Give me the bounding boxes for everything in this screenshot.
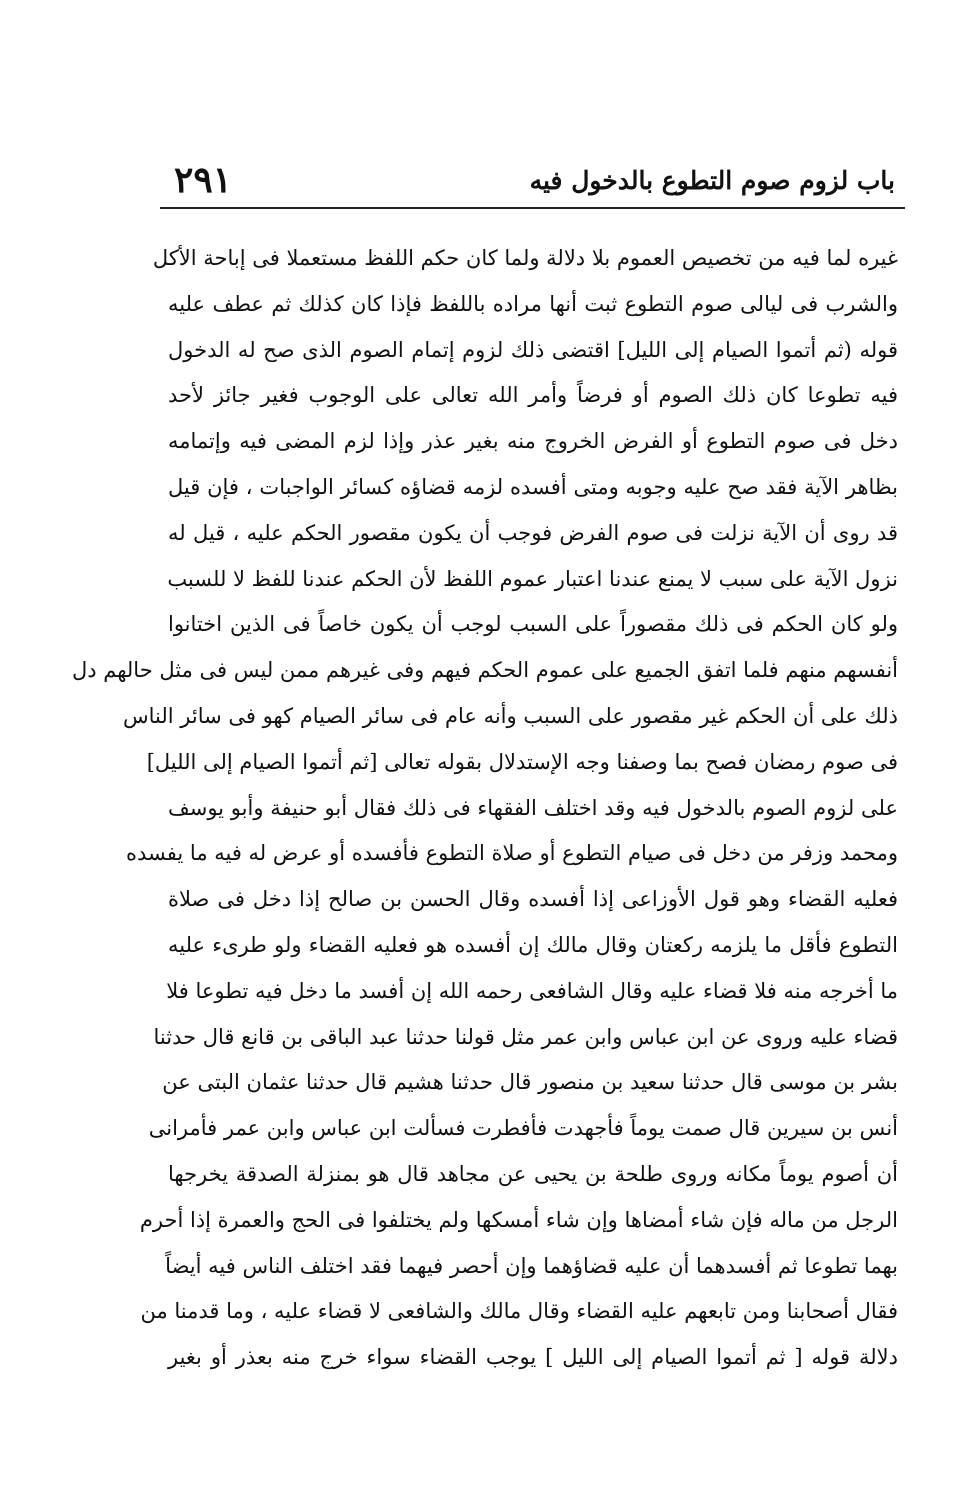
text-line: بهما تطوعا ثم أفسدهما أن عليه قضاؤهما وإن أحصر فيهما فقد اختلف الناس فيه أيضاً bbox=[165, 1253, 898, 1278]
text-line: أنفسهم منهم فلما اتفق الجميع على عموم الحكم فيهم وفى غيرهم ممن ليس فى مثل حالهم دل bbox=[71, 658, 898, 683]
text-line: بظاهر الآية فقد صح عليه وجوبه ومتى أفسده لزمه قضاؤه كسائر الواجبات ، فإن قيل bbox=[168, 474, 898, 499]
text-line: أن أصوم يوماً مكانه وروى طلحة بن يحيى عن مجاهد قال هو بمنزلة الصدقة يخرجها bbox=[168, 1161, 898, 1186]
page-header bbox=[160, 158, 905, 204]
text-line: على لزوم الصوم بالدخول فيه وقد اختلف الفقهاء فى ذلك فقال أبو حنيفة وأبو يوسف bbox=[168, 795, 898, 820]
page-number: ٢٩١ bbox=[174, 159, 233, 201]
text-line: قوله (ثم أتموا الصيام إلى الليل] اقتضى ذلك لزوم إتمام الصوم الذى صح له الدخول bbox=[168, 337, 898, 362]
text-line: والشرب فى ليالى صوم التطوع ثبت أنها مراده باللفظ فإذا كان كذلك ثم عطف عليه bbox=[168, 291, 898, 316]
text-line: ما أخرجه منه فلا قضاء عليه وقال الشافعى رحمه الله إن أفسد ما دخل فيه تطوعا فلا bbox=[166, 978, 898, 1003]
text-line: الرجل من ماله فإن شاء أمضاها وإن شاء أمسكها ولم يختلفوا فى الحج والعمرة إذا أحرم bbox=[139, 1207, 898, 1232]
text-line: أنس بن سيرين قال صمت يوماً فأجهدت فأفطرت فسألت ابن عباس وابن عمر فأمرانى bbox=[148, 1116, 898, 1141]
body-text bbox=[71, 236, 898, 1381]
text-line: فيه تطوعا كان ذلك الصوم أو فرضاً وأمر الله تعالى على الوجوب فغير جائز لأحد bbox=[168, 383, 898, 408]
text-line: قضاء عليه وروى عن ابن عباس وابن عمر مثل قولنا حدثنا عبد الباقى بن قانع قال حدثنا bbox=[153, 1024, 898, 1049]
text-line: قد روى أن الآية نزلت فى صوم الفرض فوجب أن يكون مقصور الحكم عليه ، قيل له bbox=[168, 520, 898, 545]
text-line: دلالة قوله [ ثم أتموا الصيام إلى الليل ] يوجب القضاء سواء خرج منه بعذر أو بغير bbox=[168, 1345, 898, 1370]
text-line: نزول الآية على سبب لا يمنع عندنا اعتبار عموم اللفظ لأن الحكم عندنا للفظ لا للسبب bbox=[167, 566, 898, 591]
text-line: التطوع فأقل ما يلزمه ركعتان وقال مالك إن أفسده هو فعليه القضاء ولو طرىء عليه bbox=[168, 932, 898, 957]
text-line: بشر بن موسى قال حدثنا سعيد بن منصور قال حدثنا هشيم قال حدثنا عثمان البتى عن bbox=[162, 1070, 898, 1095]
text-line: ذلك على أن الحكم غير مقصور على السبب وأنه عام فى سائر الصيام كهو فى سائر الناس bbox=[122, 703, 898, 728]
text-line: فقال أصحابنا ومن تابعهم عليه القضاء وقال مالك والشافعى لا قضاء عليه ، وما قدمنا من bbox=[140, 1299, 898, 1324]
text-line: ولو كان الحكم فى ذلك مقصوراً على السبب لوجب أن يكون خاصاً فى الذين اختانوا bbox=[168, 612, 898, 637]
text-line: دخل فى صوم التطوع أو الفرض الخروج منه بغير عذر وإذا لزم المضى فيه وإتمامه bbox=[168, 429, 898, 454]
text-line: غيره لما فيه من تخصيص العموم بلا دلالة ولما كان حكم اللفظ مستعملا فى إباحة الأكل bbox=[152, 246, 898, 270]
text-line: فى صوم رمضان فصح بما وصفنا وجه الإستدلال بقوله تعالى [ثم أتموا الصيام إلى الليل] bbox=[146, 749, 898, 774]
text-line: ومحمد وزفر من دخل فى صيام التطوع أو صلاة التطوع فأفسده أو عرض له فيه ما يفسده bbox=[126, 841, 898, 866]
header-rule bbox=[160, 207, 905, 209]
text-line: فعليه القضاء وهو قول الأوزاعى إذا أفسده وقال الحسن بن صالح إذا دخل فى صلاة bbox=[168, 887, 898, 912]
running-title: باب لزوم صوم التطوع بالدخول فيه bbox=[529, 166, 895, 195]
